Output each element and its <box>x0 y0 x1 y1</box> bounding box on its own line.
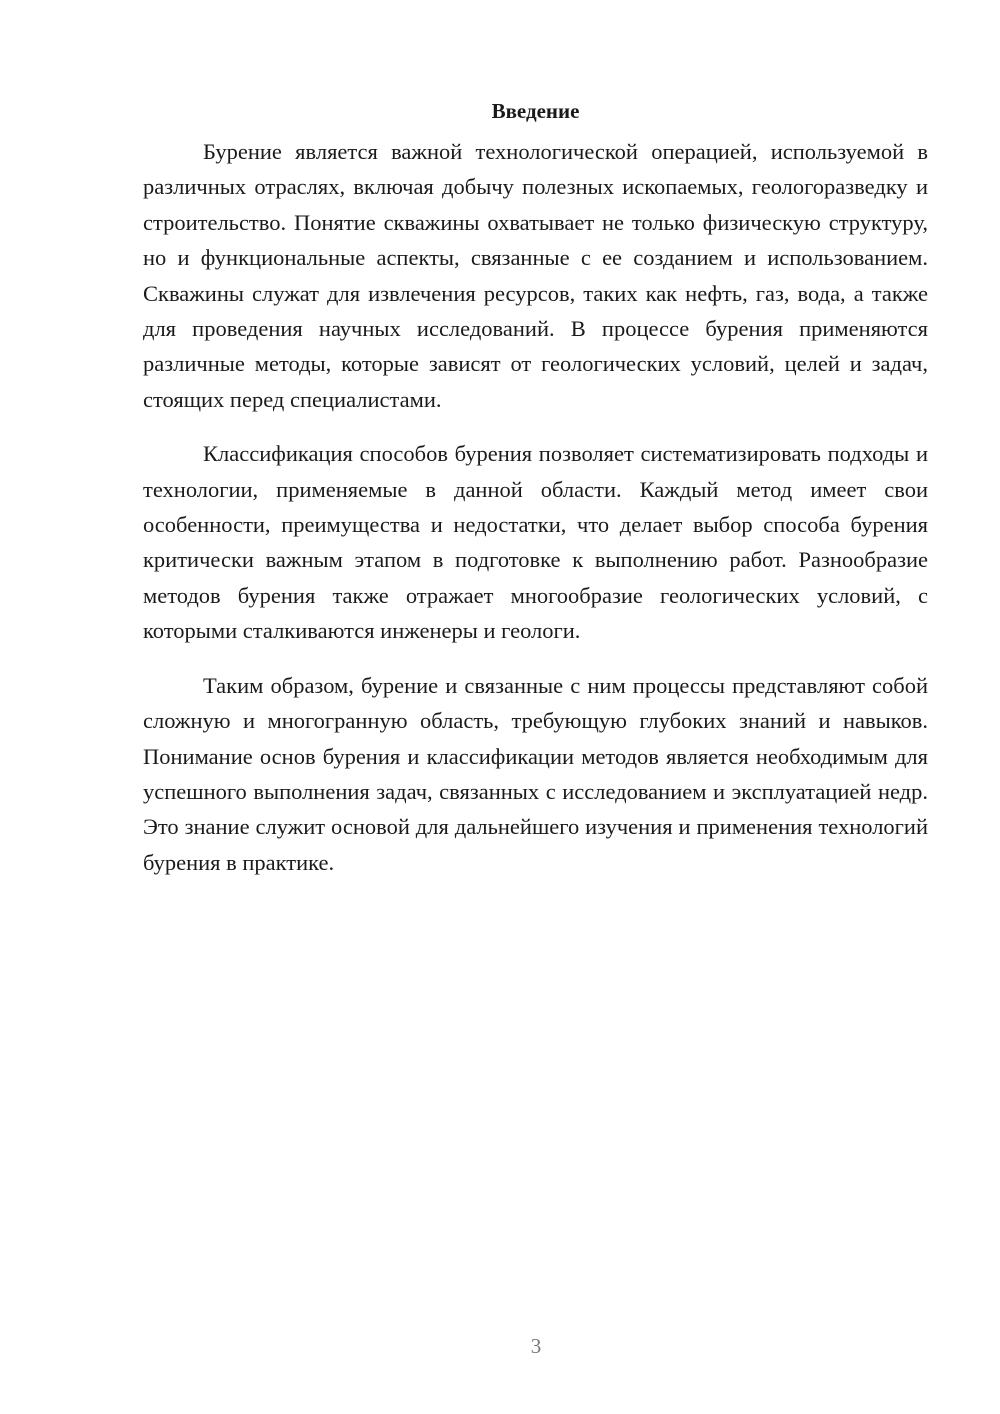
section-heading: Введение <box>491 99 580 123</box>
paragraph-intro: Бурение является важной технологической операцией, используемой в различных отраслях, включая добычу полезных ископаемых, геологоразведку и строительство. Понятие скважины охватывает не только физическую структуру, но и функциональные аспекты, связанные с ее созданием и использованием. Скважины служат для извлечения ресурсов, таких как нефть, газ, вода, а также для проведения научных исследований. В процессе бурения применяются различные методы, которые зависят от геологических условий, целей и задач, стоящих перед специалистами. <box>143 139 928 412</box>
paragraph-classification: Классификация способов бурения позволяет систематизировать подходы и технологии, применяемые в данной области. Каждый метод имеет свои особенности, преимущества и недостатки, что делает выбор способа бурения критически важным этапом в подготовке к выполнению работ. Разнообразие методов бурения также отражает многообразие геологических условий, с которыми сталкиваются инженеры и геологи. <box>143 441 928 644</box>
page-content <box>143 98 928 880</box>
paragraph-conclusion: Таким образом, бурение и связанные с ним процессы представляют собой сложную и многогранную область, требующую глубоких знаний и навыков. Понимание основ бурения и классификации методов является необходимым для успешного выполнения задач, связанных с исследованием и эксплуатацией недр. Это знание служит основой для дальнейшего изучения и применения технологий бурения в практике. <box>143 672 928 875</box>
page-number: 3 <box>530 1334 542 1358</box>
